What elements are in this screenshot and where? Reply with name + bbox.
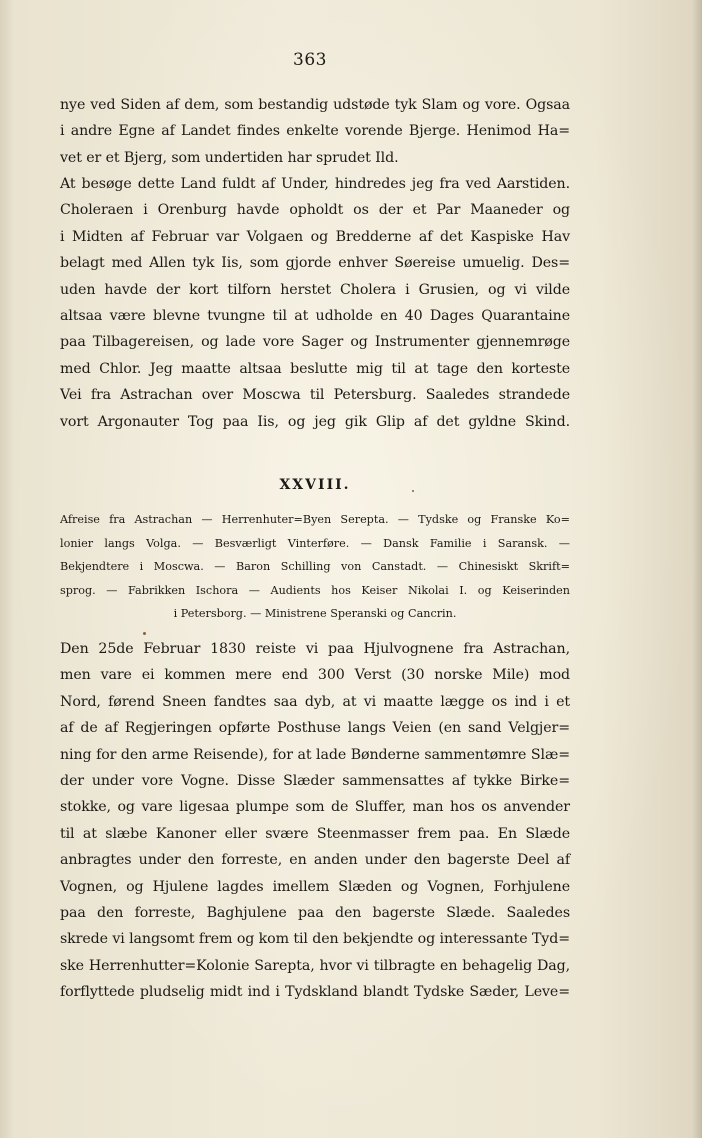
paragraph-2 — [60, 171, 570, 435]
text-line: nye ved Siden af dem, som bestandig udstøde tyk Slam og vore. Ogsaa — [60, 97, 570, 113]
summary-line: lonier langs Volga. — Besværligt Vinterføre. — Dansk Familie i Saransk. — — [60, 536, 570, 550]
text-line: At besøge dette Land fuldt af Under, hindredes jeg fra ved Aarstiden. — [60, 176, 570, 192]
paragraph-1 — [60, 92, 570, 171]
text-line: Vei fra Astrachan over Moscwa til Petersburg. Saaledes strandede — [60, 387, 570, 404]
text-line: forflyttede pludselig midt ind i Tydskland blandt Tydske Sæder, Leve= — [60, 984, 570, 1001]
text-line: ning for den arme Reisende), for at lade Bønderne sammentømre Slæ= — [60, 746, 570, 763]
text-line: Nord, førend Sneen fandtes saa dyb, at vi maatte lægge os ind i et — [60, 693, 570, 710]
text-line: der under vore Vogne. Disse Slæder sammensattes af tykke Birke= — [60, 773, 570, 790]
text-line: Den 25de Februar 1830 reiste vi paa Hjulvognene fra Astrachan, — [60, 641, 570, 657]
text-line: i Midten af Februar var Volgaen og Bredderne af det Kaspiske Hav — [60, 228, 570, 245]
text-line: skrede vi langsomt frem og kom til den bekjendte og interessante Tyd= — [60, 931, 570, 948]
text-line: altsaa være blevne tvungne til at udholde en 40 Dages Quarantaine — [60, 308, 570, 325]
text-line: vet er et Bjerg, som undertiden har sprudet Ild. — [60, 149, 399, 166]
text-line: ske Herrenhutter=Kolonie Sarepta, hvor vi tilbragte en behagelig Dag, — [60, 957, 570, 974]
text-line: uden havde der kort tilforn herstet Cholera i Grusien, og vi vilde — [60, 281, 570, 298]
summary-line: Afreise fra Astrachan — Herrenhuter=Byen Serepta. — Tydske og Franske Ko= — [60, 513, 570, 526]
text-line: anbragtes under den forreste, en anden under den bagerste Deel af — [60, 852, 570, 869]
text-line: Choleraen i Orenburg havde opholdt os der et Par Maaneder og — [60, 202, 570, 219]
text-line: paa den forreste, Baghjulene paa den bagerste Slæde. Saaledes — [60, 905, 570, 922]
text-line: men vare ei kommen mere end 300 Verst (30 norske Mile) mod — [60, 667, 570, 684]
text-line: belagt med Allen tyk Iis, som gjorde enhver Søereise umuelig. Des= — [60, 255, 570, 272]
text-line: i andre Egne af Landet findes enkelte vorende Bjerge. Henimod Ha= — [60, 123, 570, 140]
summary-line: i Petersborg. — Ministrene Speranski og Cancrin. — [173, 607, 457, 621]
text-line: vort Argonauter Tog paa Iis, og jeg gik Glip af det gyldne Skind. — [60, 413, 570, 430]
text-line: med Chlor. Jeg maatte altsaa beslutte mig til at tage den korteste — [60, 360, 570, 377]
chapter-summary — [60, 508, 570, 626]
text-line: Vognen, og Hjulene lagdes imellem Slæden og Vognen, Forhjulene — [60, 878, 570, 895]
summary-line: sprog. — Fabrikken Ischora — Audients hos Keiser Nikolai I. og Keiserinden — [60, 583, 570, 597]
text-line: stokke, og vare ligesaa plumpe som de Sluffer, man hos os anvender — [60, 799, 570, 816]
paragraph-3 — [60, 636, 570, 1006]
page-edge-shadow — [692, 0, 702, 1138]
summary-line: Bekjendtere i Moscwa. — Baron Schilling von Canstadt. — Chinesiskt Skrift= — [60, 560, 570, 574]
page-number: 363 — [293, 50, 327, 70]
ink-speck — [143, 632, 146, 635]
text-line: paa Tilbagereisen, og lade vore Sager og Instrumenter gjennemrøge — [60, 334, 570, 351]
chapter-heading: XXVIII. — [279, 477, 351, 493]
text-line: til at slæbe Kanoner eller svære Steenmasser frem paa. En Slæde — [60, 825, 570, 842]
text-line: af de af Regjeringen opførte Posthuse langs Veien (en sand Velgjer= — [60, 720, 570, 737]
